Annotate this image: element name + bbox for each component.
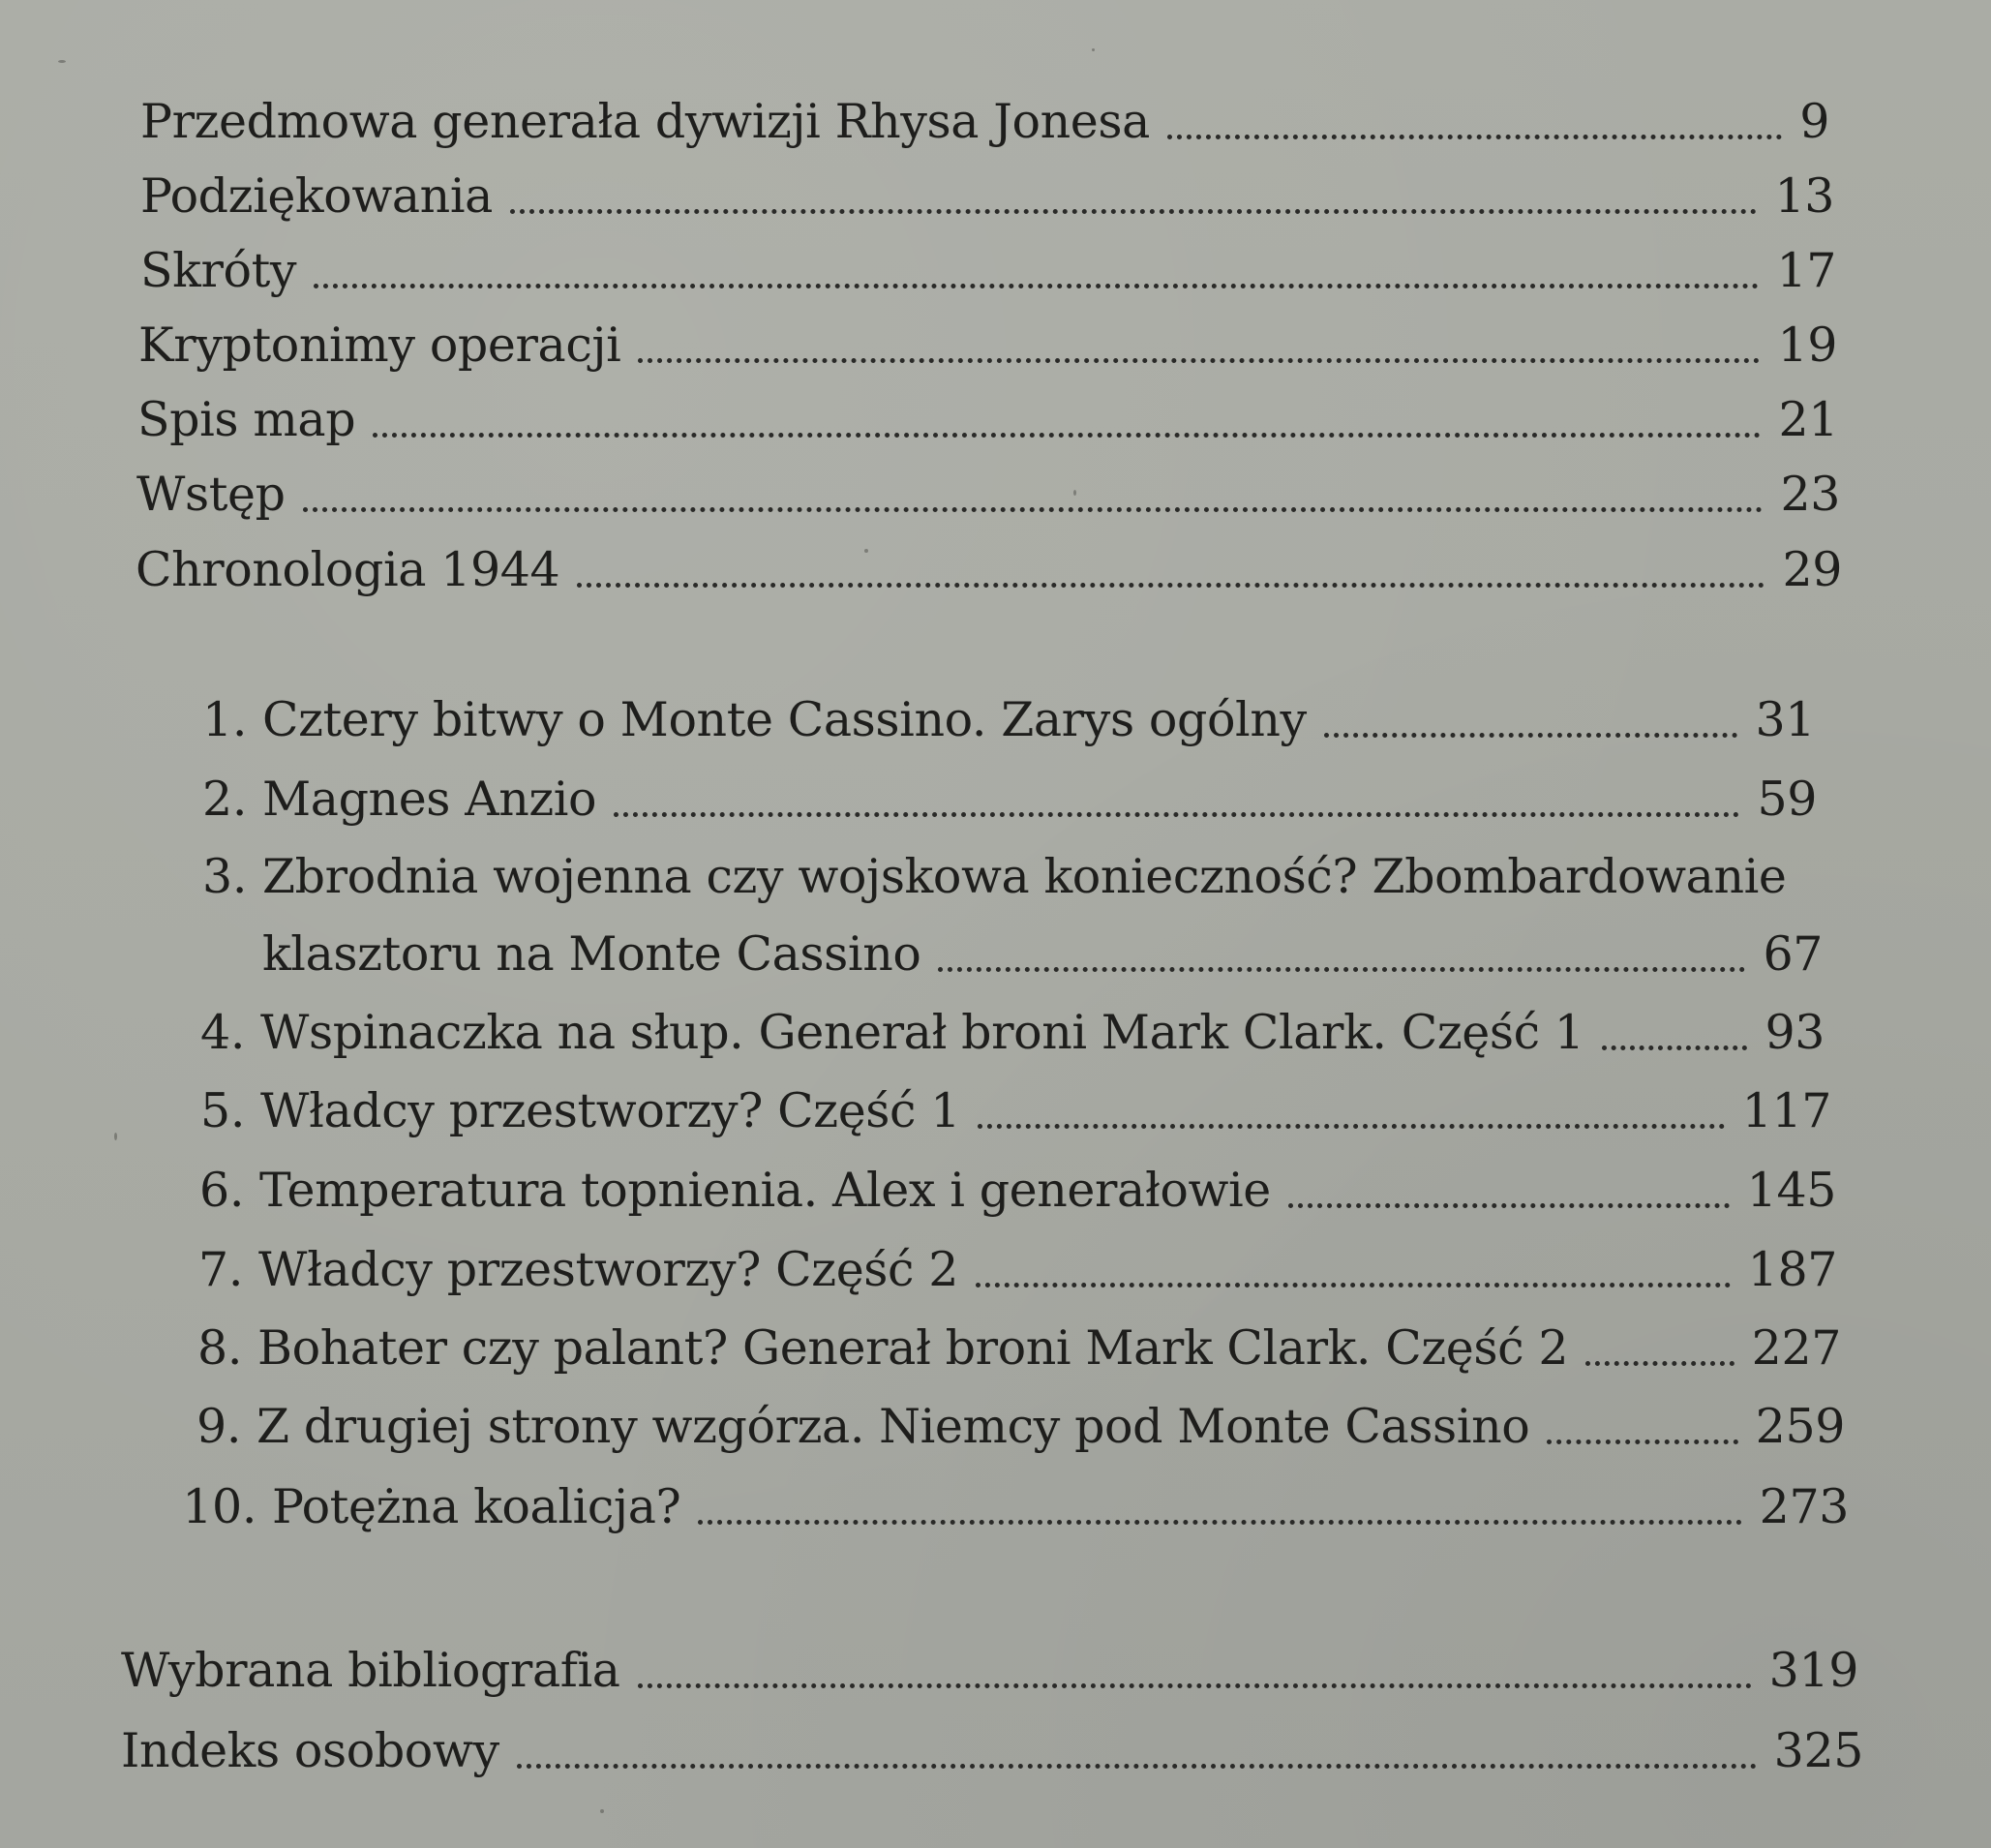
entry-title: Podziękowania xyxy=(140,168,493,224)
chapter-number: 5. xyxy=(200,1083,245,1138)
chapter-page: 67 xyxy=(1763,926,1823,982)
chapter-page: 187 xyxy=(1747,1242,1837,1297)
toc-entry xyxy=(121,1712,1863,1790)
chapter-title-continuation: klasztoru na Monte Cassino xyxy=(262,926,921,982)
chapter-number: 10. xyxy=(182,1479,256,1534)
paper-speck xyxy=(600,1809,604,1813)
chapter-page: 227 xyxy=(1751,1320,1841,1376)
chapter-title: Z drugiej strony wzgórza. Niemcy pod Monte Cassino xyxy=(256,1399,1530,1454)
entry-title: Indeks osobowy xyxy=(121,1723,499,1778)
entry-page: 17 xyxy=(1776,243,1836,298)
chapter-title: Wspinaczka na słup. Generał broni Mark Clark. Część 1 xyxy=(260,1005,1584,1060)
chapter-title: Magnes Anzio xyxy=(262,772,597,827)
entry-page: 23 xyxy=(1780,467,1840,522)
toc-entry xyxy=(121,1632,1858,1710)
entry-title: Kryptonimy operacji xyxy=(138,318,621,373)
paper-speck xyxy=(58,60,66,63)
chapter-number: 1. xyxy=(202,692,247,747)
entry-title: Skróty xyxy=(140,243,297,298)
chapter-title: Zbrodnia wojenna czy wojskowa konieczność? Zbombardowanie xyxy=(262,849,1787,904)
entry-page: 29 xyxy=(1782,542,1842,597)
dot-leader xyxy=(517,1762,1757,1769)
chapter-page: 259 xyxy=(1755,1399,1845,1454)
chapter-page: 273 xyxy=(1759,1479,1849,1534)
paper-speck xyxy=(1092,48,1095,51)
entry-title: Przedmowa generała dywizji Rhysa Jonesa xyxy=(140,94,1150,149)
entry-page: 21 xyxy=(1778,392,1838,447)
chapter-title: Potężna koalicja? xyxy=(272,1479,681,1534)
entry-page: 19 xyxy=(1777,318,1837,373)
entry-title: Chronologia 1944 xyxy=(136,542,560,597)
chapter-title: Władcy przestworzy? Część 2 xyxy=(258,1242,959,1297)
entry-title: Spis map xyxy=(137,392,356,447)
chapter-title: Cztery bitwy o Monte Cassino. Zarys ogólny xyxy=(262,692,1307,747)
entry-title: Wybrana bibliografia xyxy=(121,1643,620,1698)
chapter-page: 31 xyxy=(1755,692,1815,747)
chapter-number: 2. xyxy=(202,772,247,827)
chapter-page: 145 xyxy=(1746,1163,1836,1218)
entry-page: 9 xyxy=(1799,94,1829,149)
chapter-number: 3. xyxy=(202,849,247,904)
chapter-number: 6. xyxy=(199,1163,244,1218)
entry-page: 13 xyxy=(1774,168,1834,224)
entry-page: 325 xyxy=(1773,1723,1863,1778)
entry-title: Wstęp xyxy=(136,467,286,522)
chapter-page: 59 xyxy=(1757,772,1817,827)
chapter-title: Temperatura topnienia. Alex i generałowie xyxy=(259,1163,1271,1218)
chapter-title: Władcy przestworzy? Część 1 xyxy=(260,1083,961,1138)
paper-speck xyxy=(1073,490,1076,496)
chapter-title: Bohater czy palant? Generał broni Mark Clark. Część 2 xyxy=(257,1320,1569,1376)
chapter-number: 7. xyxy=(198,1242,243,1297)
paper-speck xyxy=(114,1133,117,1140)
chapter-number: 8. xyxy=(197,1320,242,1376)
chapter-number: 9. xyxy=(196,1399,241,1454)
chapter-page: 117 xyxy=(1741,1083,1831,1138)
chapter-page: 93 xyxy=(1765,1005,1825,1060)
chapter-number: 4. xyxy=(200,1005,245,1060)
dot-leader xyxy=(638,1681,1752,1688)
paper-speck xyxy=(864,549,868,553)
entry-page: 319 xyxy=(1768,1643,1858,1698)
